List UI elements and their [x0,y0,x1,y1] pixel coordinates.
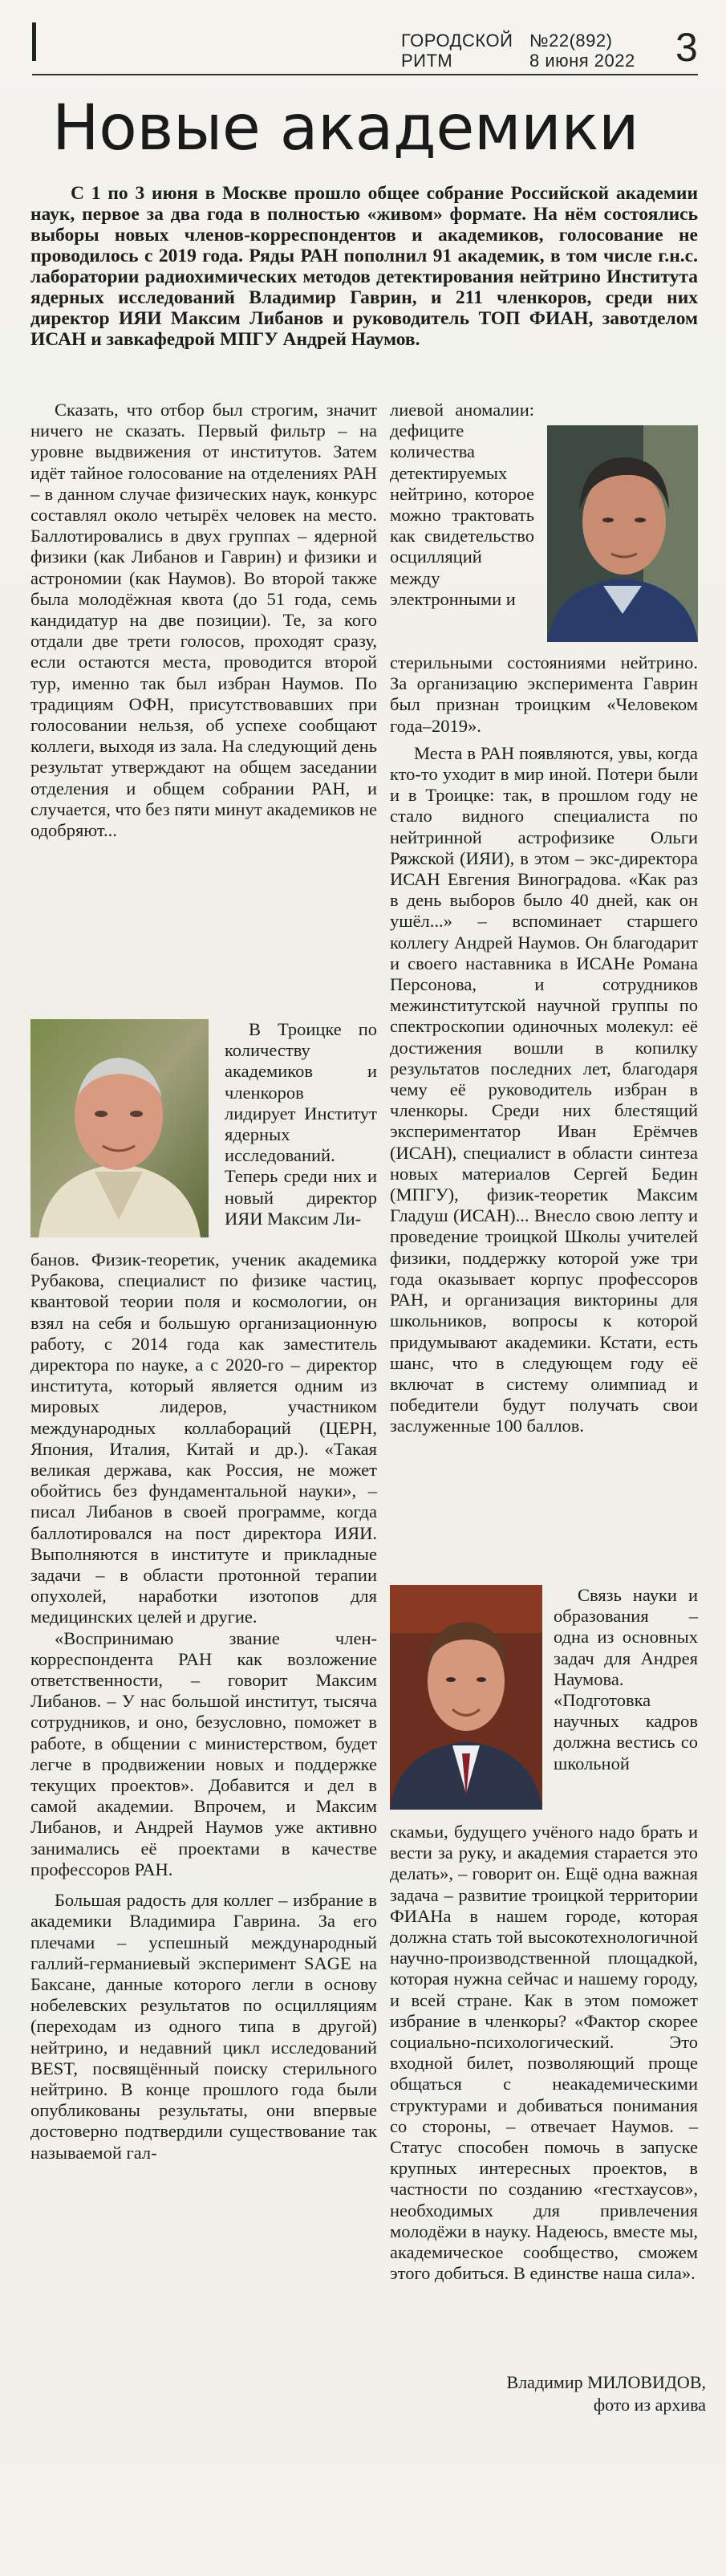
right-paragraph-1-continued: стерильными состояниями нейтрино. За организацию эксперимента Гаврин был признан троицким «Человеком года–2019». [390,652,698,736]
left-column-top [30,400,377,841]
photo-andrey-naumov [390,1585,542,1810]
newspaper-name-line1: ГОРОДСКОЙ [401,30,513,51]
photo-credit: фото из архива [593,2395,706,2415]
left-column-bottom [30,1249,377,2164]
article-signature [385,2371,706,2416]
right-paragraph-2: Места в РАН появляются, увы, когда кто-то уходит в мир иной. Потери были и в Троицке: так, в прошлом году не стало видного специалиста по нейтринной астрофизике Ольги Ряжской (ИЯИ), в этом – экс-директора ИСАН Евгения Виноградова. «Как раз в день выборов было 40 дней, как он ушёл...» – вспоминает старшего коллегу Андрей Наумов. Он благодарит и своего наставника в ИСАНе Романа Персонова, и сотрудников межинститутской научной группы по спектроскопии одиночных молекул: её достижения вошли в копилку результатов последних лет, благодаря чему её руководитель избран в членкоры. Среди них блестящий экспериментатор Иван Ерёмчев (ИСАН), специалист в области синтеза новых материалов Сергей Бедин (МПГУ), физик-теоретик Максим Гладуш (ИСАН)... Внесло свою лепту и проведение троицкой Школы учителей физики, поддержку которой уже три года оказывает корпус профессоров РАН, и организация викторины для школьников, вопросы к которой придумывают академики. Кстати, есть шанс, что в следующем году её включат в систему олимпиад и победители будут получать свои заслуженные 100 баллов. [390,742,698,1436]
left-paragraph-2-continued: банов. Физик-теоретик, ученик академика Рубакова, специалист по физике частиц, квантовой теории поля и космологии, он взял на себя и большую организационную работу, с 2014 года как заместитель директора по науке, а с 2020-го – директор института, который является одним из мировых лидеров, участником международных коллабораций (ЦЕРН, Япония, Италия, Китай и др.). «Такая великая держава, как Россия, не может обойтись без фундаментальной науки», – писал Либанов в своей программе, когда баллотировался на пост директора ИЯИ. Выполняются в институте и прикладные задачи – в области протонной терапии опухолей, наработки изотопов для медицинских целей и другие. [30,1249,377,1627]
right-column-bottom [390,1822,698,2284]
left-paragraph-3: «Воспринимаю звание член-корреспондента РАН как возложение ответственности, – говорит Максим Либанов. – У нас большой институт, тысяча сотрудников, и оно, безусловно, поможет в работе, в общении с министерством, будет легче в продвижении новых и поддержке текущих проектов». Добавится и дел в самой академии. Впрочем, и Максим Либанов, и Андрей Наумов уже активно занимались её проектами в качестве профессоров РАН. [30,1627,377,1879]
page-number: 3 [675,25,698,70]
left-paragraph-4: Большая радость для коллег – избрание в академики Владимира Гаврина. За его плечами – успешный международный галлий-германиевый эксперимент SAGE на Баксане, данные которого легли в основу нобелевских результатов по осцилляциям (переходам из одного типа в другой) нейтрино, и недавний цикл исследований BEST, посвящённый поиску стерильного нейтрино. В конце прошлого года были опубликованы результаты, они впервые достоверно подтвердили существование так называемой гал- [30,1890,377,2163]
portrait-naumov-image [390,1585,542,1810]
left-paragraph-1: Сказать, что отбор был строгим, значит ничего не сказать. Первый фильтр – на уровне выдвижения от институтов. Затем идёт тайное голосование на отделениях РАН – в данном случае физических наук, конкурс составлял около четырёх человек на место. Баллотировались в двух группах – ядерной физики (как Либанов и Гаврин) и физики и астрономии (как Наумов). Во второй также была молодёжная квота (до 51 года, семь кандидатур на две позиции). Те, за кого отдали две трети голосов, проходят сразу, если остаются места, проводится второй тур, именно так был избран Наумов. По традициям ОФН, присутствовавших при голосовании нельзя, об успехе сообщают коллеги, выходя из зала. На следующий день результат утверждают на общем заседании отделения и общем собрании РАН, и случается, что без пяти минут академиков не одобряют... [30,400,377,841]
header-left-rule [32,22,36,61]
article-lead: С 1 по 3 июня в Москве прошло общее собрание Российской академии наук, первое за два года в полностью «живом» формате. На нём состоялись выборы новых членов-корреспондентов и академиков, голосование не проводилось с 2019 года. Ряды РАН пополнил 91 академик, в том числе г.н.с. лаборатории радиохимических методов детектирования нейтрино Института ядерных исследований Владимир Гаврин, и 211 членкоров, среди них директор ИЯИ Максим Либанов и руководитель ТОП ФИАН, завотделом ИСАН и завкафедрой МПГУ Андрей Наумов. [30,183,698,350]
portrait-gavrin-image [547,425,698,642]
portrait-libanov-image [30,1019,209,1237]
issue-date: 8 июня 2022 [529,51,635,71]
article-headline: Новые академики [52,92,639,165]
right-paragraph-1-start: лиевой аномалии: дефиците количества детектируемых нейтрино, которое можно трактовать как свидетельство осцилляций между электронными и [390,400,534,609]
issue-number: №22(892) [529,30,613,51]
left-column-beside-photo [225,1019,377,1229]
right-paragraph-3-start: Связь науки и образования – одна из основных задач для Андрея Наумова. «Подготовка научных кадров должна вестись со школьной [554,1585,698,1774]
photo-maxim-libanov [30,1019,209,1237]
author-name: Владимир МИЛОВИДОВ, [506,2372,706,2392]
page-header [0,0,726,80]
left-paragraph-2-start: В Троицке по количеству академиков и членкоров лидирует Институт ядерных исследований. Теперь среди них и новый директор ИЯИ Максим Ли- [225,1019,377,1229]
newspaper-name-line2: РИТМ [401,51,453,71]
photo-vladimir-gavrin [547,425,698,642]
right-column-beside-photo [390,400,534,610]
right-column-top [390,652,698,1437]
right-paragraph-3-continued: скамьи, будущего учёного надо брать и вести за руку, и академия старается это делать», – говорит он. Ещё одна важная задача – развитие троицкой территории ФИАНа в нашем городе, которая должна стать той высокотехнологичной научно-производственной площадкой, которая нужна сейчас и нашему городу, и всей стране. Как в этом поможет избрание в членкоры? «Фактор скорее социально-психологический. Это входной билет, позволяющий проще общаться с неакадемическими структурами и добиваться понимания со стороны, – отвечает Наумов. – Статус способен помочь в запуске крупных интересных проектов, в частности по созданию «гестхаусов», необходимых для привлечения молодёжи в науку. Надеюсь, вместе мы, академическое сообщество, сможем этого добиться. В единстве наша сила». [390,1822,698,2284]
right-column-beside-photo-2 [554,1585,698,1774]
header-rule [32,74,698,75]
